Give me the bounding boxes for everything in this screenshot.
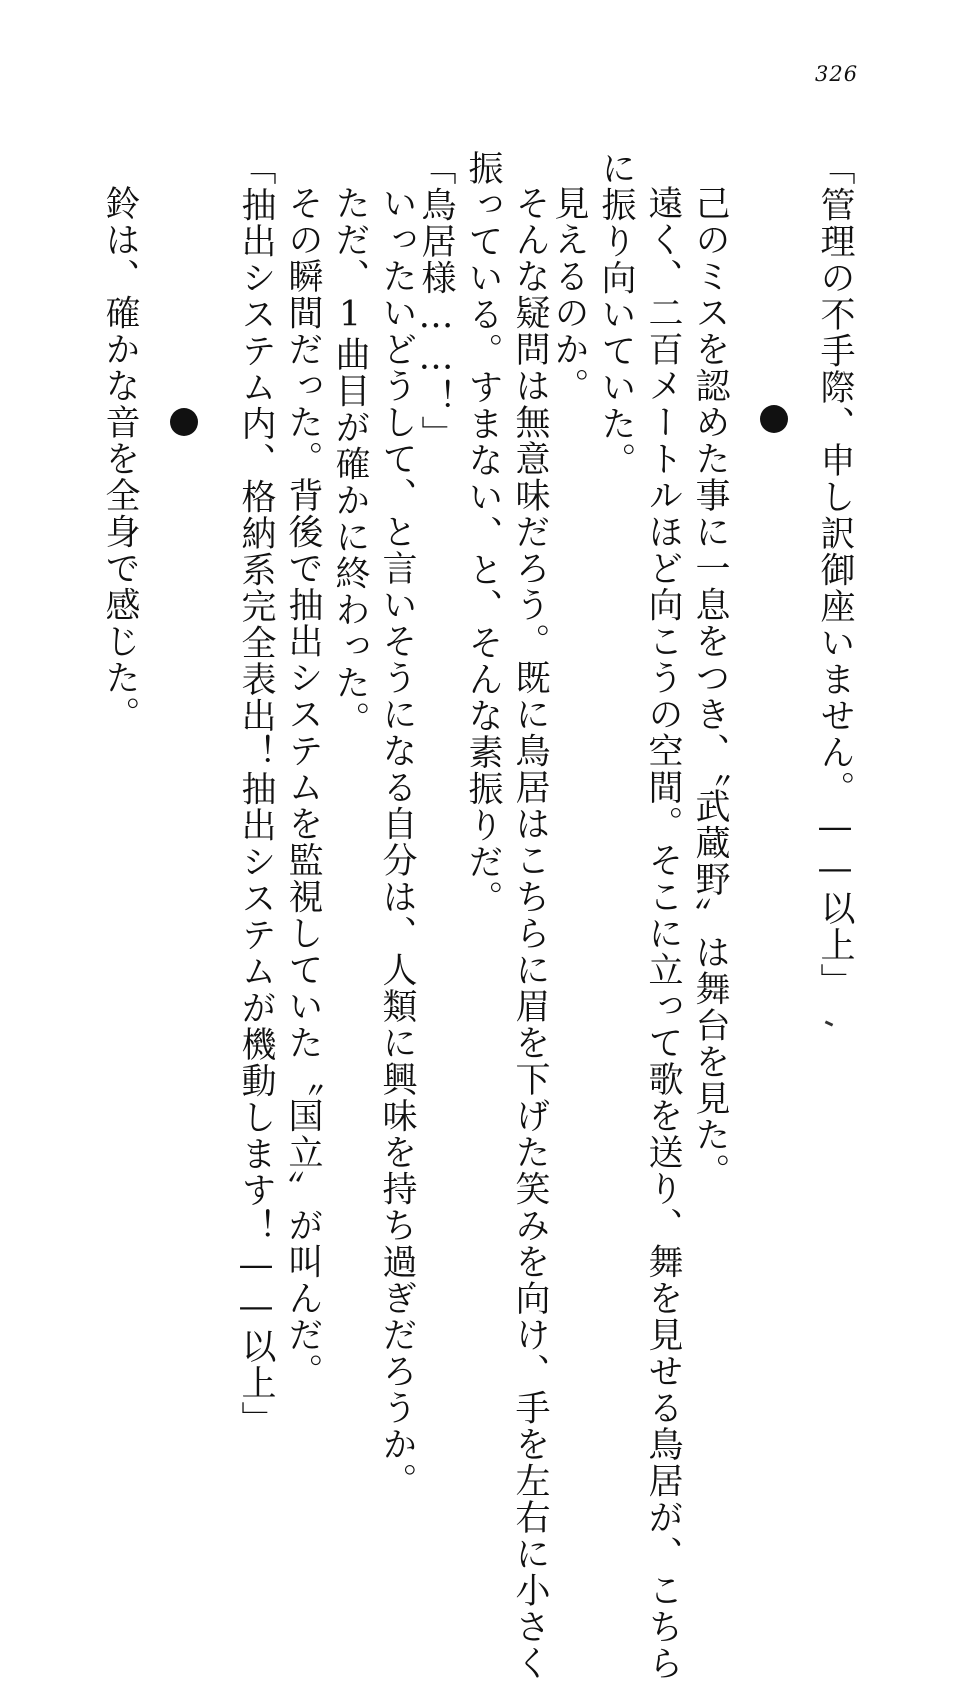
text-line-6: そんな疑問は無意味だろう。既に鳥居はこちらに眉を下げた笑みを向け、手を左右に小さく <box>510 185 550 1682</box>
page-number: 326 <box>815 62 859 86</box>
section-break-dot <box>170 408 198 436</box>
text-line-5: 見えるのか。 <box>549 185 589 404</box>
text-line-11: その瞬間だった。背後で抽出システムを監視していた〝国立〟が叫んだ。 <box>283 185 323 1390</box>
section-break-dot <box>760 405 788 433</box>
text-line-7: 振っている。すまない、と、そんな素振りだ。 <box>463 150 503 917</box>
text-line-10: ただ、1曲目が確かに終わった。 <box>330 185 370 738</box>
text-line-9: いったいどうして、と言いそうになる自分は、人類に興味を持ち過ぎだろうか。 <box>377 185 417 1499</box>
text-line-4: に振り向いていた。 <box>596 150 636 479</box>
text-line-13: 鈴は、確かな音を全身で感じた。 <box>100 185 140 733</box>
text-line-3: 遠く、二百メートルほど向こうの空間。そこに立って歌を送り、舞を見せる鳥居が、こちら <box>643 185 683 1682</box>
text-line-1: 「管理の不手際、申し訳御座いません。——以上」 <box>815 150 855 1000</box>
text-line-8: 「鳥居様……！」 <box>416 150 456 452</box>
text-line-12: 「抽出システム内、格納系完全表出！抽出システムが機動します！——以上」 <box>236 150 276 1438</box>
scan-speck <box>825 1020 834 1026</box>
text-line-2: 己のミスを認めた事に一息をつき、〝武蔵野〟は舞台を見た。 <box>690 185 730 1190</box>
